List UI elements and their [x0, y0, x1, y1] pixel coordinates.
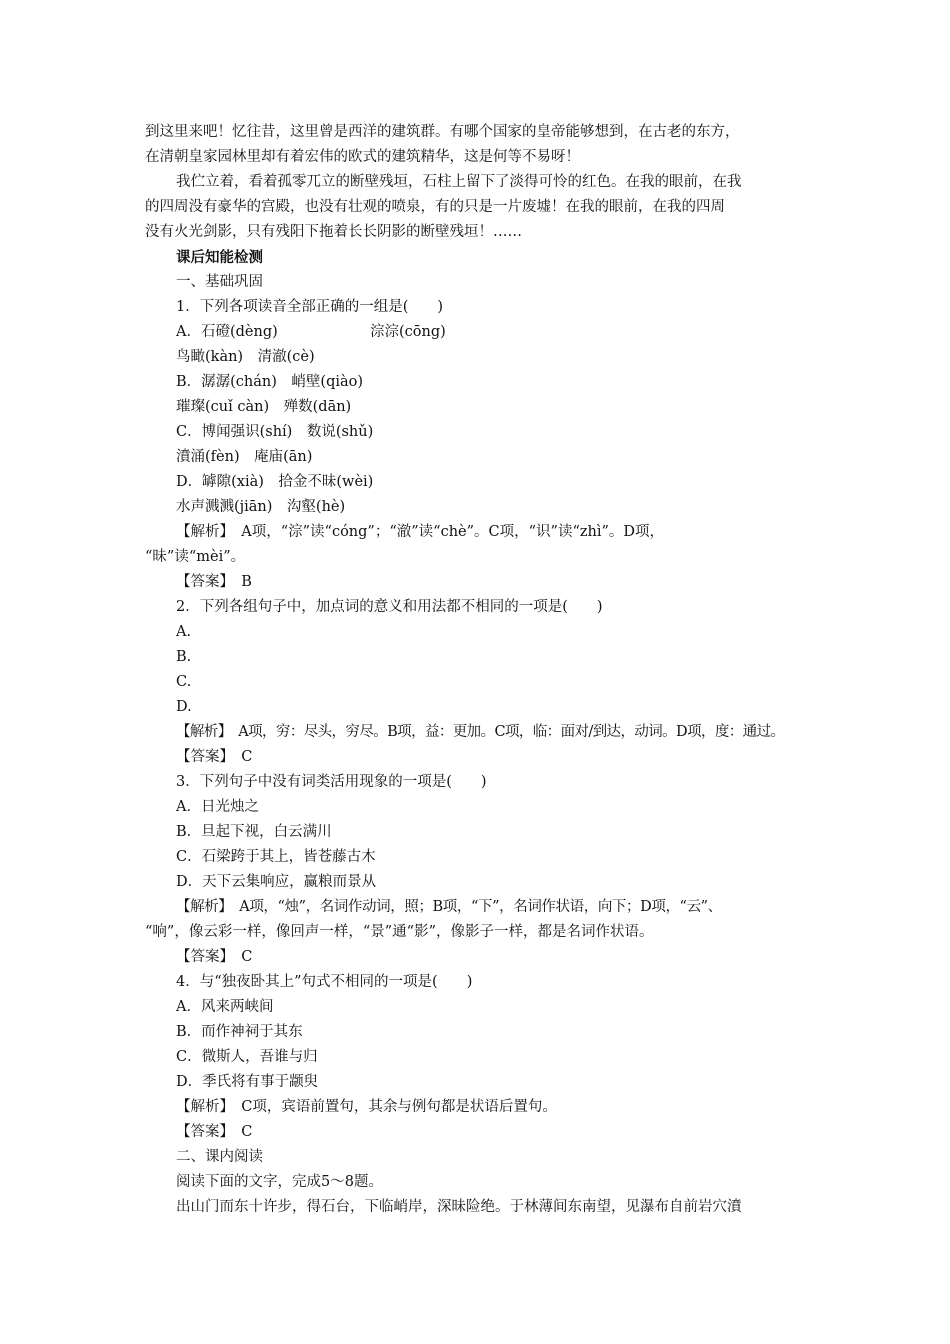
- part2-title: 二、课内阅读: [176, 1149, 263, 1165]
- intro-line: 我伫立着，看着孤零兀立的断壁残垣，石柱上留下了淡得可怜的红色。在我的眼前，在我: [176, 174, 742, 190]
- q3-analysis-cont: “响”，像云彩一样，像回声一样，“景”通“影”，像影子一样，都是名词作状语。: [145, 924, 654, 940]
- q2-analysis: 【解析】 A项，穷：尽头，穷尽。B项，益：更加。C项，临：面对/到达，动词。D项，度：通过。: [176, 724, 785, 740]
- q2-option-b: B.: [176, 649, 192, 665]
- q1-answer: 【答案】 B: [176, 574, 252, 590]
- intro-line: 的四周没有豪华的宫殿，也没有壮观的喷泉，有的只是一片废墟！在我的眼前，在我的四周: [145, 199, 725, 215]
- part2-instruction: 阅读下面的文字，完成5～8题。: [176, 1174, 383, 1190]
- q4-option-c: C．微斯人，吾谁与归: [176, 1049, 318, 1065]
- q4-analysis: 【解析】 C项，宾语前置句，其余与例句都是状语后置句。: [176, 1099, 557, 1115]
- q3-option-a: A．日光烛之: [176, 799, 259, 815]
- q2-option-d: D.: [176, 699, 192, 715]
- q1-option-a: [145, 320, 825, 345]
- q4-stem: 4．与“独夜卧其上”句式不相同的一项是( ): [176, 974, 473, 990]
- q2-stem: 2．下列各组句子中，加点词的意义和用法都不相同的一项是( ): [176, 599, 603, 615]
- q3-analysis: 【解析】 A项，“烛”，名词作动词，照；B项，“下”，名词作状语，向下；D项，“云”、: [176, 899, 722, 915]
- section-title: 课后知能检测: [176, 249, 263, 266]
- q4-option-a: A．风来两峡间: [176, 999, 274, 1015]
- q4-option-b: B．而作神祠于其东: [176, 1024, 303, 1040]
- q1-option-b-cont: 璀璨(cuǐ càn) 殚数(dān): [176, 399, 352, 415]
- q3-option-d: D．天下云集响应，赢粮而景从: [176, 874, 377, 890]
- q4-option-d: D．季氏将有事于颛臾: [176, 1074, 319, 1090]
- q1-analysis-cont: “昧”读“mèi”。: [145, 549, 246, 565]
- intro-line: 没有火光剑影，只有残阳下拖着长长阴影的断壁残垣！……: [145, 224, 522, 240]
- q3-answer: 【答案】 C: [176, 949, 253, 965]
- passage-line: 出山门而东十许步，得石台，下临峭岸，深昧险绝。于林薄间东南望，见瀑布自前岩穴濆: [176, 1199, 742, 1215]
- q3-stem: 3．下列句子中没有词类活用现象的一项是( ): [176, 774, 487, 790]
- q1-analysis: 【解析】 A项，“淙”读“cóng”；“澈”读“chè”。C项，“识”读“zhì”。D项，: [176, 524, 665, 540]
- q1-option-b: B．潺潺(chán) 峭壁(qiào): [176, 374, 364, 390]
- q1-option-d: D．罅隙(xià) 拾金不昧(wèi): [176, 474, 374, 490]
- q1-option-a-part2: 淙淙(cōng): [370, 324, 446, 340]
- q1-option-d-cont: 水声溅溅(jiān) 沟壑(hè): [176, 499, 346, 515]
- q1-option-c-cont: 濆涌(fèn) 庵庙(ān): [176, 449, 313, 465]
- intro-line: 在清朝皇家园林里却有着宏伟的欧式的建筑精华，这是何等不易呀！: [145, 149, 580, 165]
- q1-option-a-part1: A．石磴(dèng): [176, 324, 278, 340]
- q1-option-a-cont: 鸟瞰(kàn) 清澈(cè): [176, 349, 315, 365]
- q3-option-b: B．旦起下视，白云满川: [176, 824, 332, 840]
- document-page: [145, 120, 825, 1220]
- q2-answer: 【答案】 C: [176, 749, 253, 765]
- q3-option-c: C．石梁跨于其上，皆苍藤古木: [176, 849, 376, 865]
- q2-option-a: A.: [176, 624, 192, 640]
- intro-line: 到这里来吧！忆往昔，这里曾是西洋的建筑群。有哪个国家的皇帝能够想到，在古老的东方，: [145, 124, 740, 140]
- q1-option-c: C．博闻强识(shí) 数说(shǔ): [176, 424, 374, 440]
- part1-title: 一、基础巩固: [176, 274, 263, 290]
- q4-answer: 【答案】 C: [176, 1124, 253, 1140]
- q2-option-c: C.: [176, 674, 192, 690]
- q1-stem: 1．下列各项读音全部正确的一组是( ): [176, 299, 444, 315]
